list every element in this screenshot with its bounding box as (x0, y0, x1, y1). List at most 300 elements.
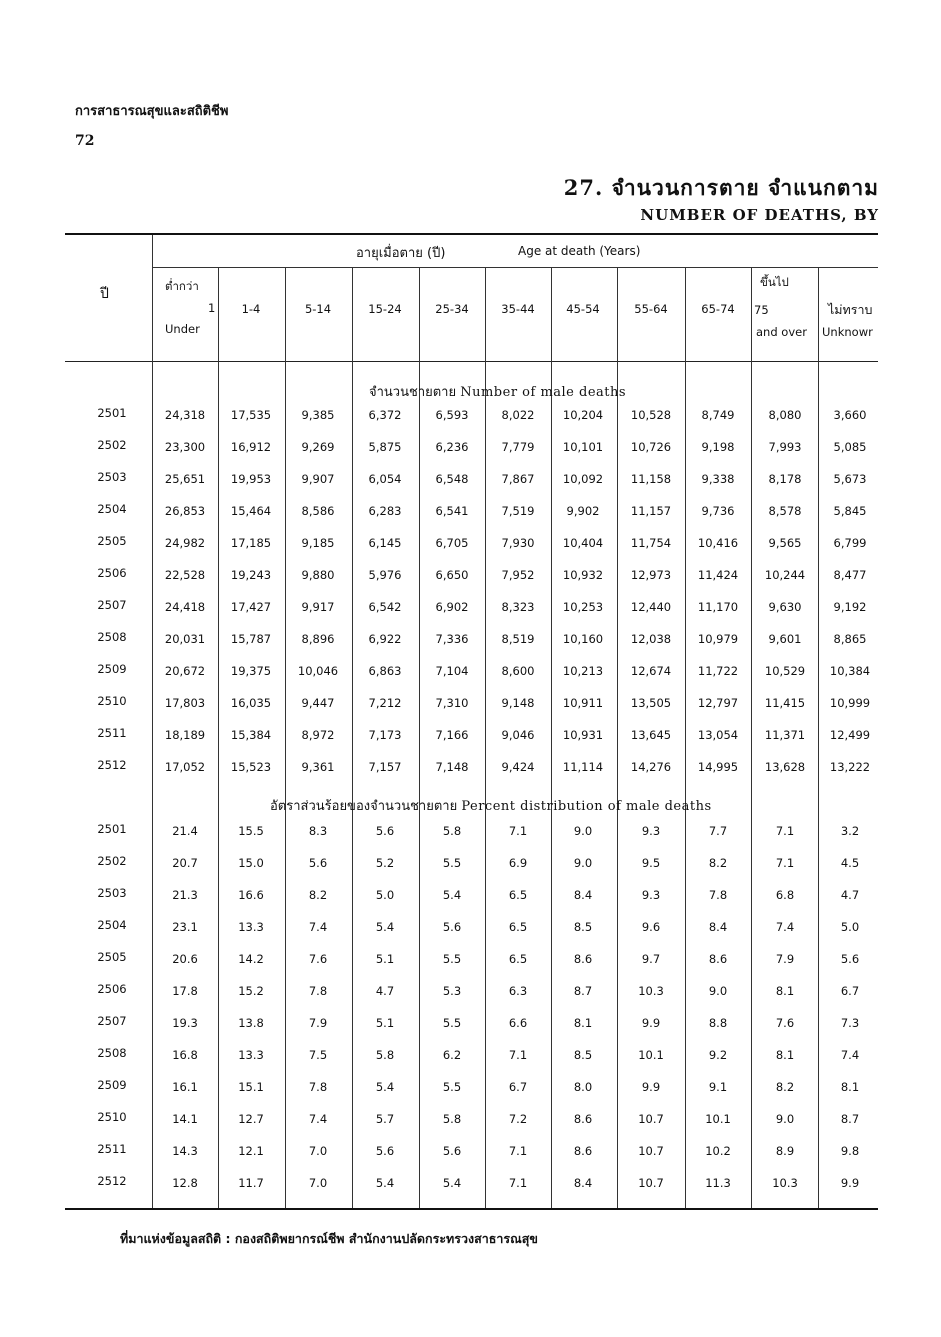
table-cell: 5.8 (375, 1048, 395, 1062)
age-group-header: 45-54 (566, 302, 600, 316)
table-cell: 21.3 (172, 888, 198, 902)
table-cell: 13.3 (238, 1048, 264, 1062)
table-cell: 7.6 (308, 952, 328, 966)
row-year: 2511 (97, 726, 127, 740)
age-header-thai: อายุเมื่อตาย (ปี) (356, 246, 446, 261)
table-cell: 13,505 (630, 696, 672, 710)
age-group-header: 35-44 (501, 302, 535, 316)
table-cell: 9,185 (301, 536, 335, 550)
table-cell: 5,673 (833, 472, 867, 486)
table-cell: 5,845 (833, 504, 867, 518)
table-cell: 11,754 (630, 536, 672, 550)
table-cell: 8.5 (573, 1048, 593, 1062)
table-cell: 10,204 (562, 408, 604, 422)
table-cell: 20,031 (164, 632, 206, 646)
table-cell: 6.7 (840, 984, 860, 998)
table-cell: 5.8 (442, 824, 462, 838)
table-cell: 5,875 (368, 440, 402, 454)
table-cell: 8.0 (573, 1080, 593, 1094)
table-cell: 7,993 (768, 440, 802, 454)
row-year: 2502 (97, 854, 127, 868)
table-cell: 9,917 (301, 600, 335, 614)
table-cell: 6.3 (508, 984, 528, 998)
section1-heading (369, 381, 626, 402)
table-cell: 12.8 (172, 1176, 198, 1190)
table-cell: 8,477 (833, 568, 867, 582)
table-cell: 4.7 (375, 984, 395, 998)
table-cell: 16.8 (172, 1048, 198, 1062)
table-cell: 18,189 (164, 728, 206, 742)
table-title-english: NUMBER OF DEATHS, BY (640, 206, 879, 224)
table-cell: 11,158 (630, 472, 672, 486)
table-cell: 9.7 (641, 952, 661, 966)
table-cell: 13.8 (238, 1016, 264, 1030)
table-cell: 6.9 (508, 856, 528, 870)
table-cell: 7,519 (501, 504, 535, 518)
table-cell: 10,092 (562, 472, 604, 486)
table-cell: 7,310 (435, 696, 469, 710)
table-cell: 9,907 (301, 472, 335, 486)
table-cell: 6.2 (442, 1048, 462, 1062)
column-divider (818, 267, 819, 1208)
table-cell: 26,853 (164, 504, 206, 518)
table-cell: 8.2 (775, 1080, 795, 1094)
table-cell: 9.0 (708, 984, 728, 998)
table-cell: 14.3 (172, 1144, 198, 1158)
column-divider (617, 267, 618, 1208)
table-cell: 5.4 (442, 888, 462, 902)
table-cell: 7,779 (501, 440, 535, 454)
table-cell: 6,548 (435, 472, 469, 486)
col-under1-num: 1 (208, 301, 216, 315)
table-cell: 9,385 (301, 408, 335, 422)
table-cell: 6,799 (833, 536, 867, 550)
table-cell: 8.8 (708, 1016, 728, 1030)
row-year: 2502 (97, 438, 127, 452)
table-cell: 9.9 (641, 1080, 661, 1094)
table-cell: 7.8 (308, 1080, 328, 1094)
table-cell: 10,999 (829, 696, 871, 710)
age-group-header: 5-14 (304, 302, 332, 316)
table-cell: 5.7 (375, 1112, 395, 1126)
table-cell: 9.0 (775, 1112, 795, 1126)
table-cell: 8.2 (308, 888, 328, 902)
column-divider (218, 267, 219, 1208)
table-cell: 16,035 (230, 696, 272, 710)
table-cell: 10.2 (705, 1144, 731, 1158)
table-cell: 6,372 (368, 408, 402, 422)
table-cell: 6,863 (368, 664, 402, 678)
table-cell: 19.3 (172, 1016, 198, 1030)
col-unknown-thai: ไม่ทราบ (828, 302, 873, 317)
table-cell: 8.1 (775, 1048, 795, 1062)
table-cell: 7.4 (308, 920, 328, 934)
table-cell: 7,148 (435, 760, 469, 774)
table-cell: 6.7 (508, 1080, 528, 1094)
column-divider (285, 267, 286, 1208)
table-cell: 10,416 (697, 536, 739, 550)
table-cell: 8,323 (501, 600, 535, 614)
table-cell: 25,651 (164, 472, 206, 486)
table-cell: 7.9 (775, 952, 795, 966)
column-divider (419, 267, 420, 1208)
table-bottom-rule (65, 1208, 878, 1210)
table-cell: 10,911 (562, 696, 604, 710)
table-cell: 8.1 (775, 984, 795, 998)
section2-heading-thai: อัตราส่วนร้อยของจำนวนชายตาย (270, 799, 458, 814)
col-75-num: 75 (754, 303, 769, 317)
table-cell: 10,404 (562, 536, 604, 550)
table-cell: 4.7 (840, 888, 860, 902)
column-divider (685, 267, 686, 1208)
age-header-english: Age at death (Years) (518, 244, 641, 258)
table-top-rule (65, 233, 878, 235)
table-cell: 23,300 (164, 440, 206, 454)
table-cell: 7,867 (501, 472, 535, 486)
table-cell: 7,336 (435, 632, 469, 646)
table-cell: 8,896 (301, 632, 335, 646)
table-cell: 10,101 (562, 440, 604, 454)
table-cell: 8,749 (701, 408, 735, 422)
table-cell: 7.4 (840, 1048, 860, 1062)
table-cell: 17,803 (164, 696, 206, 710)
table-cell: 20,672 (164, 664, 206, 678)
table-cell: 19,375 (230, 664, 272, 678)
table-cell: 6.5 (508, 920, 528, 934)
table-cell: 14.2 (238, 952, 264, 966)
table-cell: 5.1 (375, 952, 395, 966)
table-cell: 8,600 (501, 664, 535, 678)
table-cell: 5,976 (368, 568, 402, 582)
col-75-thai: ขึ้นไป (760, 275, 789, 289)
table-cell: 5.6 (375, 824, 395, 838)
table-cell: 10.1 (638, 1048, 664, 1062)
section2-heading-english: Percent distribution of male deaths (461, 799, 712, 814)
age-group-header: 55-64 (634, 302, 668, 316)
table-cell: 10.7 (638, 1144, 664, 1158)
table-cell: 8.5 (573, 920, 593, 934)
running-title: การสาธารณสุขและสถิติชีพ (75, 104, 229, 119)
table-cell: 10.7 (638, 1176, 664, 1190)
table-cell: 12.1 (238, 1144, 264, 1158)
table-cell: 9.3 (641, 824, 661, 838)
section2-heading (270, 795, 712, 816)
row-year: 2506 (97, 982, 127, 996)
table-cell: 8,519 (501, 632, 535, 646)
table-cell: 11.7 (238, 1176, 264, 1190)
table-cell: 24,318 (164, 408, 206, 422)
table-cell: 10,160 (562, 632, 604, 646)
table-cell: 7.1 (775, 824, 795, 838)
table-cell: 6.8 (775, 888, 795, 902)
table-cell: 5.4 (375, 1080, 395, 1094)
table-cell: 5.5 (442, 1016, 462, 1030)
table-cell: 13.3 (238, 920, 264, 934)
table-cell: 9,424 (501, 760, 535, 774)
table-cell: 5.3 (442, 984, 462, 998)
age-group-header: 65-74 (701, 302, 735, 316)
table-cell: 5.6 (442, 1144, 462, 1158)
table-cell: 10.3 (638, 984, 664, 998)
table-cell: 15,523 (230, 760, 272, 774)
table-cell: 9,192 (833, 600, 867, 614)
row-year: 2510 (97, 694, 127, 708)
table-cell: 8,178 (768, 472, 802, 486)
table-cell: 23.1 (172, 920, 198, 934)
table-cell: 7,930 (501, 536, 535, 550)
table-cell: 9,565 (768, 536, 802, 550)
table-cell: 19,243 (230, 568, 272, 582)
table-cell: 8.6 (573, 952, 593, 966)
table-cell: 17,185 (230, 536, 272, 550)
table-cell: 10.7 (638, 1112, 664, 1126)
table-cell: 8.4 (708, 920, 728, 934)
section1-heading-english: Number of male deaths (460, 385, 627, 400)
table-cell: 7.1 (775, 856, 795, 870)
table-cell: 8,080 (768, 408, 802, 422)
table-cell: 10,529 (764, 664, 806, 678)
table-cell: 7.8 (308, 984, 328, 998)
table-cell: 6,236 (435, 440, 469, 454)
table-cell: 6.5 (508, 888, 528, 902)
row-year: 2512 (97, 1174, 127, 1188)
table-cell: 8.3 (308, 824, 328, 838)
table-cell: 7.6 (775, 1016, 795, 1030)
row-year: 2503 (97, 470, 127, 484)
col-unknown-english: Unknowr (822, 325, 873, 339)
column-divider (485, 267, 486, 1208)
table-cell: 9.8 (840, 1144, 860, 1158)
table-cell: 5.6 (442, 920, 462, 934)
table-cell: 6,650 (435, 568, 469, 582)
table-cell: 10.3 (772, 1176, 798, 1190)
table-cell: 10,046 (297, 664, 339, 678)
row-year: 2512 (97, 758, 127, 772)
row-year: 2507 (97, 598, 127, 612)
table-cell: 11,371 (764, 728, 806, 742)
table-cell: 22,528 (164, 568, 206, 582)
table-cell: 8.4 (573, 1176, 593, 1190)
row-year: 2504 (97, 502, 127, 516)
table-cell: 7.1 (508, 1048, 528, 1062)
age-group-header: 1-4 (241, 302, 261, 316)
table-cell: 12.7 (238, 1112, 264, 1126)
age-group-header: 25-34 (435, 302, 469, 316)
table-cell: 4.5 (840, 856, 860, 870)
table-cell: 7.5 (308, 1048, 328, 1062)
table-cell: 7.0 (308, 1144, 328, 1158)
table-cell: 7,166 (435, 728, 469, 742)
table-cell: 9.0 (573, 856, 593, 870)
table-cell: 7,157 (368, 760, 402, 774)
table-cell: 8.1 (840, 1080, 860, 1094)
table-cell: 9,046 (501, 728, 535, 742)
table-cell: 10,244 (764, 568, 806, 582)
table-cell: 7.2 (508, 1112, 528, 1126)
table-cell: 7.3 (840, 1016, 860, 1030)
table-cell: 15.2 (238, 984, 264, 998)
table-cell: 10,932 (562, 568, 604, 582)
table-cell: 20.7 (172, 856, 198, 870)
table-cell: 10,931 (562, 728, 604, 742)
table-cell: 5.2 (375, 856, 395, 870)
table-cell: 6,705 (435, 536, 469, 550)
table-cell: 10,384 (829, 664, 871, 678)
table-cell: 10.1 (705, 1112, 731, 1126)
table-cell: 5.4 (375, 1176, 395, 1190)
table-cell: 11,722 (697, 664, 739, 678)
table-cell: 9,902 (566, 504, 600, 518)
table-cell: 5.6 (840, 952, 860, 966)
table-cell: 15.1 (238, 1080, 264, 1094)
column-divider (751, 267, 752, 1208)
row-year: 2501 (97, 822, 127, 836)
table-cell: 11,415 (764, 696, 806, 710)
table-cell: 5.4 (375, 920, 395, 934)
table-cell: 5.4 (442, 1176, 462, 1190)
table-cell: 9,736 (701, 504, 735, 518)
table-cell: 14,276 (630, 760, 672, 774)
table-cell: 9,361 (301, 760, 335, 774)
table-cell: 10,979 (697, 632, 739, 646)
row-year: 2510 (97, 1110, 127, 1124)
table-cell: 9,880 (301, 568, 335, 582)
table-cell: 7.1 (508, 824, 528, 838)
col-under1-english: Under (165, 322, 200, 336)
table-cell: 6,541 (435, 504, 469, 518)
table-cell: 17,427 (230, 600, 272, 614)
table-cell: 8,972 (301, 728, 335, 742)
table-cell: 12,674 (630, 664, 672, 678)
table-cell: 8.7 (840, 1112, 860, 1126)
table-cell: 11,157 (630, 504, 672, 518)
table-cell: 9.6 (641, 920, 661, 934)
table-cell: 8,578 (768, 504, 802, 518)
table-cell: 8.6 (708, 952, 728, 966)
table-cell: 9.5 (641, 856, 661, 870)
row-year: 2505 (97, 950, 127, 964)
table-cell: 5.6 (375, 1144, 395, 1158)
table-cell: 5.8 (442, 1112, 462, 1126)
row-year: 2508 (97, 1046, 127, 1060)
table-cell: 5.0 (375, 888, 395, 902)
table-cell: 19,953 (230, 472, 272, 486)
table-cell: 7,952 (501, 568, 535, 582)
table-cell: 7.1 (508, 1144, 528, 1158)
row-year: 2503 (97, 886, 127, 900)
table-cell: 7.8 (708, 888, 728, 902)
table-cell: 9.9 (840, 1176, 860, 1190)
table-cell: 8.1 (573, 1016, 593, 1030)
table-cell: 9,630 (768, 600, 802, 614)
table-cell: 5.0 (840, 920, 860, 934)
table-cell: 7,173 (368, 728, 402, 742)
table-cell: 5.1 (375, 1016, 395, 1030)
row-year: 2504 (97, 918, 127, 932)
table-cell: 6,283 (368, 504, 402, 518)
table-cell: 6,145 (368, 536, 402, 550)
table-cell: 14,995 (697, 760, 739, 774)
table-cell: 21.4 (172, 824, 198, 838)
table-cell: 17,535 (230, 408, 272, 422)
table-cell: 9.9 (641, 1016, 661, 1030)
table-cell: 16,912 (230, 440, 272, 454)
table-cell: 12,499 (829, 728, 871, 742)
table-cell: 6,542 (368, 600, 402, 614)
row-year: 2508 (97, 630, 127, 644)
row-year: 2505 (97, 534, 127, 548)
table-cell: 8,022 (501, 408, 535, 422)
column-divider (152, 235, 153, 1208)
table-cell: 20.6 (172, 952, 198, 966)
table-cell: 9.1 (708, 1080, 728, 1094)
table-cell: 6,902 (435, 600, 469, 614)
table-cell: 3,660 (833, 408, 867, 422)
table-cell: 12,973 (630, 568, 672, 582)
table-cell: 14.1 (172, 1112, 198, 1126)
table-cell: 12,797 (697, 696, 739, 710)
row-year: 2509 (97, 662, 127, 676)
source-note: ที่มาแห่งข้อมูลสถิติ : กองสถิติพยากรณ์ชีพ สำนักงานปลัดกระทรวงสาธารณสุข (120, 1231, 538, 1246)
section1-heading-thai: จำนวนชายตาย (369, 385, 457, 400)
table-cell: 11,424 (697, 568, 739, 582)
table-cell: 13,645 (630, 728, 672, 742)
col-under1-thai: ต่ำกว่า (165, 279, 199, 293)
table-cell: 9,269 (301, 440, 335, 454)
table-cell: 6,054 (368, 472, 402, 486)
table-cell: 9,447 (301, 696, 335, 710)
table-cell: 8,865 (833, 632, 867, 646)
table-cell: 6,593 (435, 408, 469, 422)
table-cell: 9,601 (768, 632, 802, 646)
table-cell: 7.9 (308, 1016, 328, 1030)
table-cell: 7.4 (308, 1112, 328, 1126)
table-cell: 11.3 (705, 1176, 731, 1190)
header-bottom-rule (65, 361, 878, 362)
row-year: 2511 (97, 1142, 127, 1156)
table-cell: 7,212 (368, 696, 402, 710)
table-cell: 15.0 (238, 856, 264, 870)
column-divider (551, 267, 552, 1208)
table-cell: 8,586 (301, 504, 335, 518)
table-cell: 8.7 (573, 984, 593, 998)
table-cell: 8.2 (708, 856, 728, 870)
table-cell: 16.1 (172, 1080, 198, 1094)
table-cell: 8.9 (775, 1144, 795, 1158)
table-cell: 15.5 (238, 824, 264, 838)
table-cell: 7.1 (508, 1176, 528, 1190)
table-cell: 10,726 (630, 440, 672, 454)
table-cell: 12,038 (630, 632, 672, 646)
table-cell: 5.5 (442, 952, 462, 966)
table-cell: 10,213 (562, 664, 604, 678)
table-cell: 11,170 (697, 600, 739, 614)
table-cell: 15,384 (230, 728, 272, 742)
table-cell: 9.3 (641, 888, 661, 902)
table-cell: 9.0 (573, 824, 593, 838)
table-cell: 16.6 (238, 888, 264, 902)
table-cell: 10,253 (562, 600, 604, 614)
table-cell: 15,464 (230, 504, 272, 518)
row-year: 2501 (97, 406, 127, 420)
table-cell: 17.8 (172, 984, 198, 998)
table-cell: 24,418 (164, 600, 206, 614)
row-year: 2506 (97, 566, 127, 580)
table-cell: 6.5 (508, 952, 528, 966)
table-cell: 7,104 (435, 664, 469, 678)
table-cell: 15,787 (230, 632, 272, 646)
table-cell: 10,528 (630, 408, 672, 422)
